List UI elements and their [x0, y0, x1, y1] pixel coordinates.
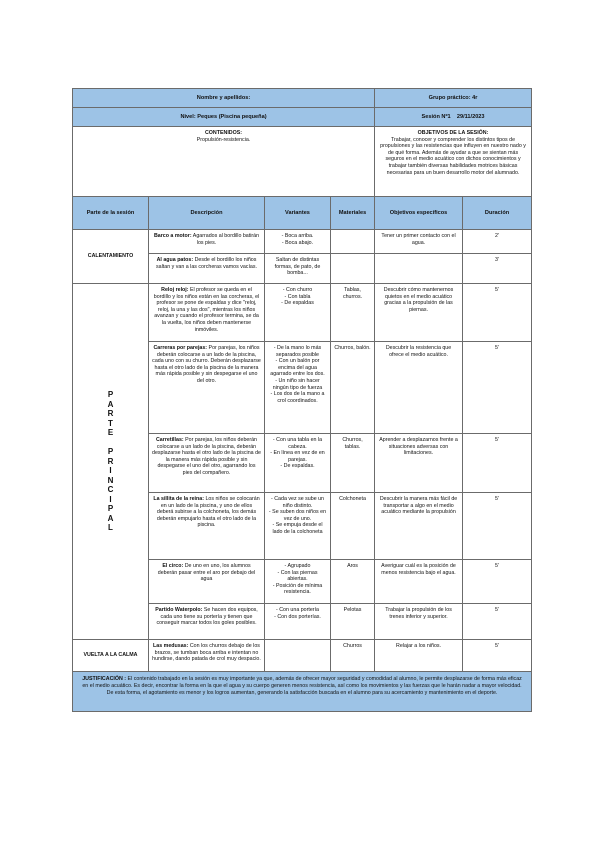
row-2-description: Reloj reloj: El profesor se queda en el bordillo y los niños están en las corcheras, el profesor se pone de espaldas y dice "reloj, reloj, la una y las dos", mientras los niños avanzan y cuando el profesor termina, se da la vuelta, los niños deben mantenerse inmóviles. — [149, 284, 265, 342]
row-4-materials: Churros, tablas. — [331, 434, 375, 493]
row-8-description: Las medusas: Con los churros debajo de los brazos, se tumban boca arriba e intentan no hundirse, dando patada de crol muy despacio. — [149, 640, 265, 672]
row-8-materials: Churros — [331, 640, 375, 672]
objectives-title: OBJETIVOS DE LA SESIÓN: — [417, 130, 489, 136]
row-3-duration: 5' — [463, 342, 532, 434]
contents-cell — [73, 127, 375, 197]
col-header-duration: Duración — [463, 197, 532, 230]
row-2-variants: - Con churro - Con tabla - De espaldas — [265, 284, 331, 342]
row-6-objective: Averiguar cuál es la posición de menos resistencia bajo el agua. — [375, 560, 463, 604]
row-3-variants: - De la mano lo más separados posible - Con un balón por encima del agua agarrado entre los dos. - Un niño sin hacer ningún tipo de fuerza - Los dos de la mano a crol coordinados. — [265, 342, 331, 434]
justification-text: El contenido trabajado en la sesión es muy importante ya que, además de ofrecer mayor seguridad y comodidad al alumno, le permite desplazarse de forma más eficaz en el medio acuático. Es decir, encontrar la forma en la que el agua y su cuerpo generen menos resistencia, así como los movimientos y las fuerzas que le harán nadar a mayor velocidad. De esta forma, el agotamiento es menor y los logros aumentan, generando la satisfacción buscada en el alumno para su acercamiento y mantenimiento en el deporte. — [82, 676, 522, 696]
col-header-materials: Materiales — [331, 197, 375, 230]
row-8-objective: Relajar a los niños. — [375, 640, 463, 672]
row-3-materials: Churros, balón. — [331, 342, 375, 434]
cooldown-label: VUELTA A LA CALMA — [73, 640, 149, 672]
level-label: Nivel: Peques (Piscina pequeña) — [180, 113, 267, 120]
row-6-variants: - Agrupado - Con las piernas abiertas. - Posición de mínima resistencia. — [265, 560, 331, 604]
row-4-variants: - Con una tabla en la cabeza. - En línea en vez de en parejas. - De espaldas. — [265, 434, 331, 493]
contents-title: CONTENIDOS: — [204, 130, 243, 136]
row-5-objective: Descubrir la manera más fácil de transportar a algo en el medio acuático mediante la propulsión — [375, 493, 463, 560]
row-0-objective: Tener un primer contacto con el agua. — [375, 230, 463, 254]
row-7-materials: Pelotas — [331, 604, 375, 640]
row-3-description: Carreras por parejas: Por parejas, los niños deberán colocarse a un lado de la piscina, cada uno con su churro. Deberán desplazarse hasta el otro lado de la piscina de la manera más rápida posible y sin despegarse el uno del otro. — [149, 342, 265, 434]
table-row — [73, 230, 532, 254]
row-1-objective — [375, 254, 463, 284]
contents-text: Propulsión-resistencia. — [196, 136, 251, 143]
main-part-label: P A R T E P R I N C I P A L — [73, 284, 149, 640]
session-plan-table — [72, 88, 532, 712]
name-cell — [73, 89, 375, 108]
row-6-duration: 5' — [463, 560, 532, 604]
row-7-description: Partido Waterpolo: Se hacen dos equipos, cada uno tiene su portería y tienen que conseguir marcar todos los goles posibles. — [149, 604, 265, 640]
justification-cell — [73, 672, 532, 712]
row-7-objective: Trabajar la propulsión de los trenes inferior y superior. — [375, 604, 463, 640]
row-4-objective: Aprender a desplazarnos frente a situaciones adversas con limitaciones. — [375, 434, 463, 493]
row-2-duration: 5' — [463, 284, 532, 342]
row-4-duration: 5' — [463, 434, 532, 493]
col-header-part: Parte de la sesión — [73, 197, 149, 230]
table-row — [73, 640, 532, 672]
group-cell — [375, 89, 532, 108]
row-7-variants: - Con una portería - Con dos porterías. — [265, 604, 331, 640]
row-8-variants — [265, 640, 331, 672]
row-0-duration: 2' — [463, 230, 532, 254]
row-2-materials: Tablas, churros. — [331, 284, 375, 342]
row-8-duration: 5' — [463, 640, 532, 672]
group-label: Grupo práctico: 4r — [428, 94, 478, 101]
row-1-variants: Saltan de distintas formas, de pato, de bomba... — [265, 254, 331, 284]
session-label: Sesión Nº1 — [421, 113, 451, 120]
name-label: Nombre y apellidos: — [196, 94, 251, 101]
row-2-objective: Descubrir cómo mantenernos quietos en el medio acuático gracias a la propulsión de las piernas. — [375, 284, 463, 342]
row-1-materials — [331, 254, 375, 284]
row-5-variants: - Cada vez se sube un niño distinto. - Se suben dos niños en vez de uno. - Se empuja desde el lado de la colchoneta — [265, 493, 331, 560]
row-0-variants: - Boca arriba. - Boca abajo. — [265, 230, 331, 254]
objectives-cell — [375, 127, 532, 197]
warmup-label: CALENTAMIENTO — [73, 230, 149, 284]
row-0-description: Barco a motor: Agarrados al bordillo batirán los pies. — [149, 230, 265, 254]
objectives-text: Trabajar, conocer y comprender los distintos tipos de propulsiones y las resistencias que influyen en nuestro nado y de qué forma. Además de ayudar a que se sientan más seguros en el medio acuático con dichos conocimientos y trabajar también diversas habilidades motrices básicas necesarias para un buen desarrollo motor del alumnado. — [380, 136, 526, 176]
session-date: 29/11/2023 — [456, 113, 485, 120]
row-4-description: Carretillas: Por parejas, los niños deberán colocarse a un lado de la piscina, deberán desplazarse hasta el otro lado de la piscina de la manera más rápida posible y sin despegarse el uno del otro, agarrando los pies del compañero. — [149, 434, 265, 493]
row-3-objective: Descubrir la resistencia que ofrece el medio acuático. — [375, 342, 463, 434]
session-cell — [375, 108, 532, 127]
col-header-objectives: Objetivos específicos — [375, 197, 463, 230]
row-5-duration: 5' — [463, 493, 532, 560]
justification-title: JUSTIFICACIÓN : — [82, 676, 127, 682]
row-0-materials — [331, 230, 375, 254]
col-header-description: Descripción — [149, 197, 265, 230]
row-1-description: Al agua patos: Desde el bordillo los niños saltan y van a las corcheras vamos vacías. — [149, 254, 265, 284]
level-cell — [73, 108, 375, 127]
row-5-description: La sillita de la reina: Los niños se colocarán en un lado de la piscina, y uno de ellos deberá subirse a la colchoneta, los demás deberán empujarlo hasta el otro lado de la piscina. — [149, 493, 265, 560]
row-6-description: El circo: De uno en uno, los alumnos deberán pasar entre el aro por debajo del agua — [149, 560, 265, 604]
row-7-duration: 5' — [463, 604, 532, 640]
table-row — [73, 284, 532, 342]
row-6-materials: Aros — [331, 560, 375, 604]
row-5-materials: Colchoneta — [331, 493, 375, 560]
row-1-duration: 3' — [463, 254, 532, 284]
col-header-variants: Variantes — [265, 197, 331, 230]
